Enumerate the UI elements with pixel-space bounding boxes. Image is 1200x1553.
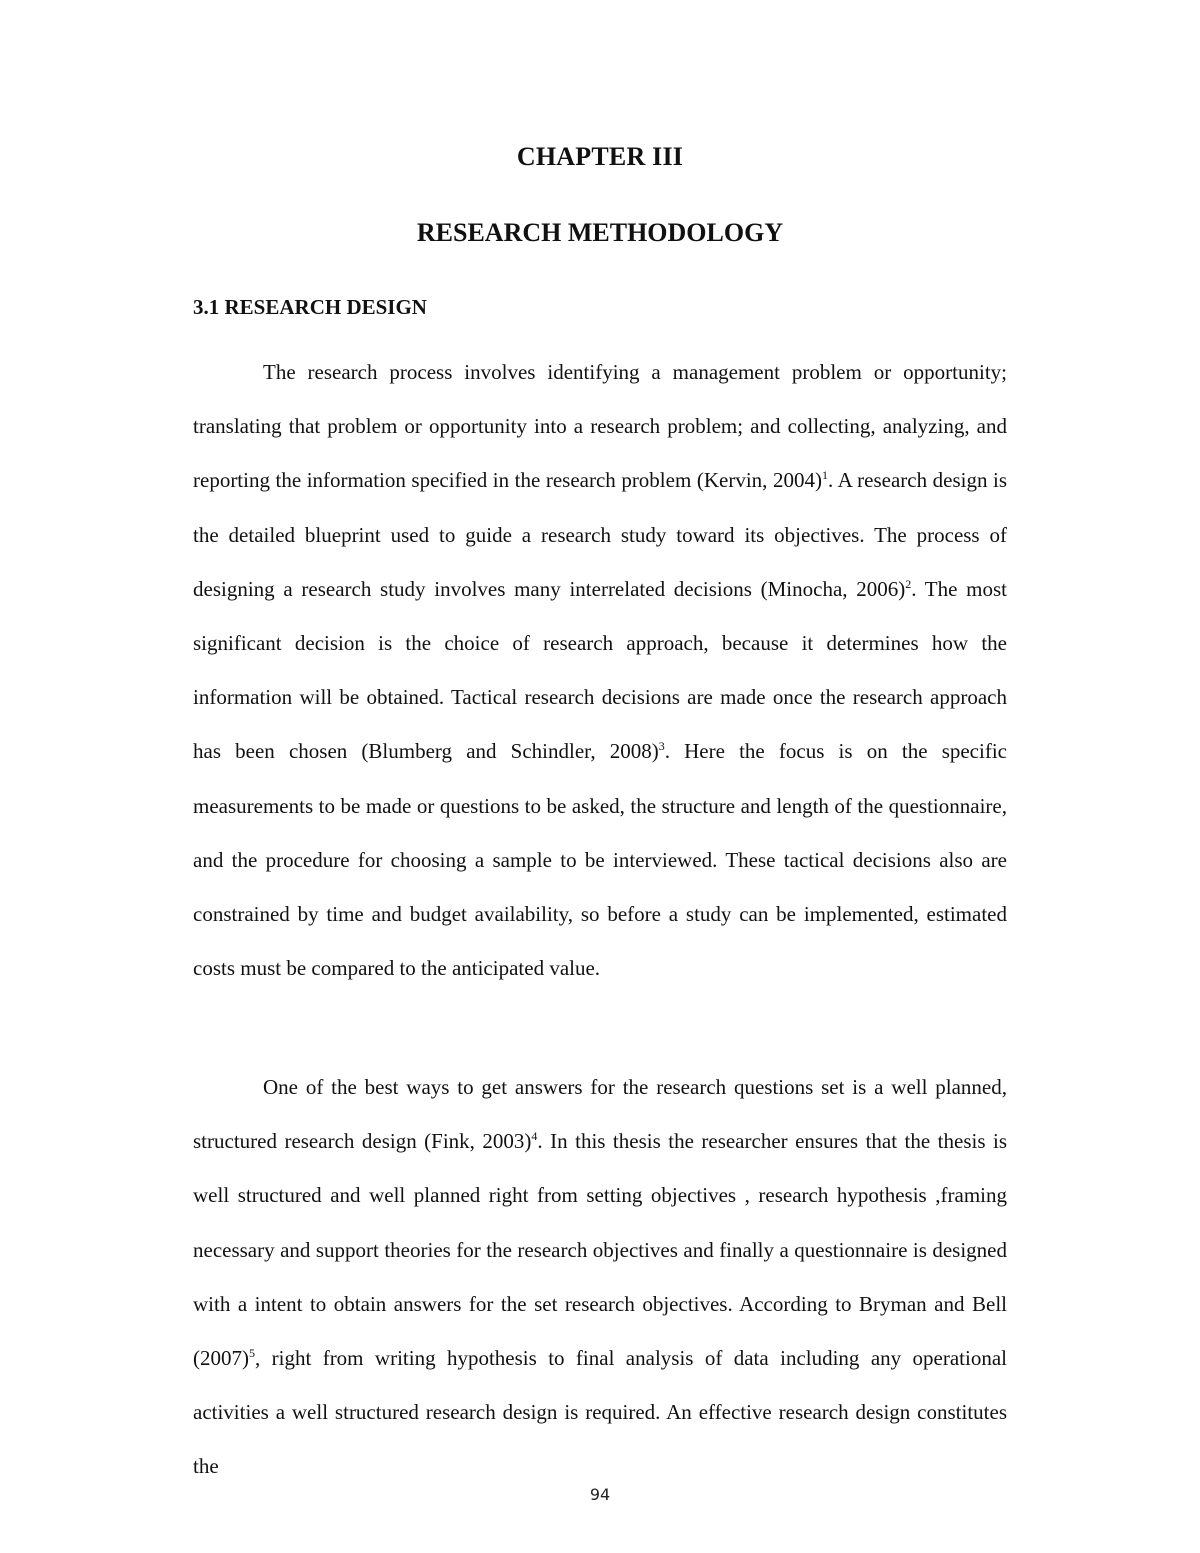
section-heading: 3.1 RESEARCH DESIGN bbox=[193, 295, 427, 319]
paragraph-text: One of the best ways to get answers for the research questions set is a well planned, structured research design (Fink, 2003) bbox=[193, 1075, 1007, 1154]
footnote-marker: 5 bbox=[249, 1346, 255, 1361]
paragraph-text: . Here the focus is on the specific measurements to be made or questions to be asked, the structure and length of the questionnaire, and the procedure for choosing a sample to be interviewed. These tactical decisions also are constrained by time and budget availability, so before a study can be implemented, estimated costs must be compared to the anticipated value. bbox=[193, 739, 1007, 981]
paragraph-text: The research process involves identifying a management problem or opportunity; translating that problem or opportunity into a research problem; and collecting, analyzing, and reporting the information specified in the research problem (Kervin, 2004) bbox=[193, 360, 1007, 493]
paragraph-research-process bbox=[193, 345, 1007, 995]
paragraph-research-design bbox=[193, 1060, 1007, 1494]
paragraph-text: . In this thesis the researcher ensures that the thesis is well structured and well planned right from setting objectives , research hypothesis ,framing necessary and support theories for the research objectives and finally a questionnaire is designed with a intent to obtain answers for the set research objectives. According to Bryman and Bell (2007) bbox=[193, 1129, 1007, 1371]
footnote-marker: 3 bbox=[658, 739, 665, 754]
footnote-marker: 1 bbox=[821, 468, 828, 483]
footnote-marker: 2 bbox=[905, 576, 912, 591]
paragraph-text: . A research design is the detailed blueprint used to guide a research study toward its objectives. The process of designing a research study involves many interrelated decisions (Minocha, 2006) bbox=[193, 468, 1008, 601]
paragraph-text: , right from writing hypothesis to final analysis of data including any operational activities a well structured research design is required. An effective research design constitutes the bbox=[193, 1346, 1007, 1479]
chapter-subtitle: RESEARCH METHODOLOGY bbox=[416, 218, 784, 247]
chapter-title: CHAPTER III bbox=[516, 142, 684, 171]
paragraph-text: . The most significant decision is the choice of research approach, because it determines how the information will be obtained. Tactical research decisions are made once the research approach has been chosen (Blumberg and Schindler, 2008) bbox=[193, 576, 1007, 764]
page-number: 94 bbox=[589, 1485, 611, 1504]
footnote-marker: 4 bbox=[531, 1129, 538, 1144]
